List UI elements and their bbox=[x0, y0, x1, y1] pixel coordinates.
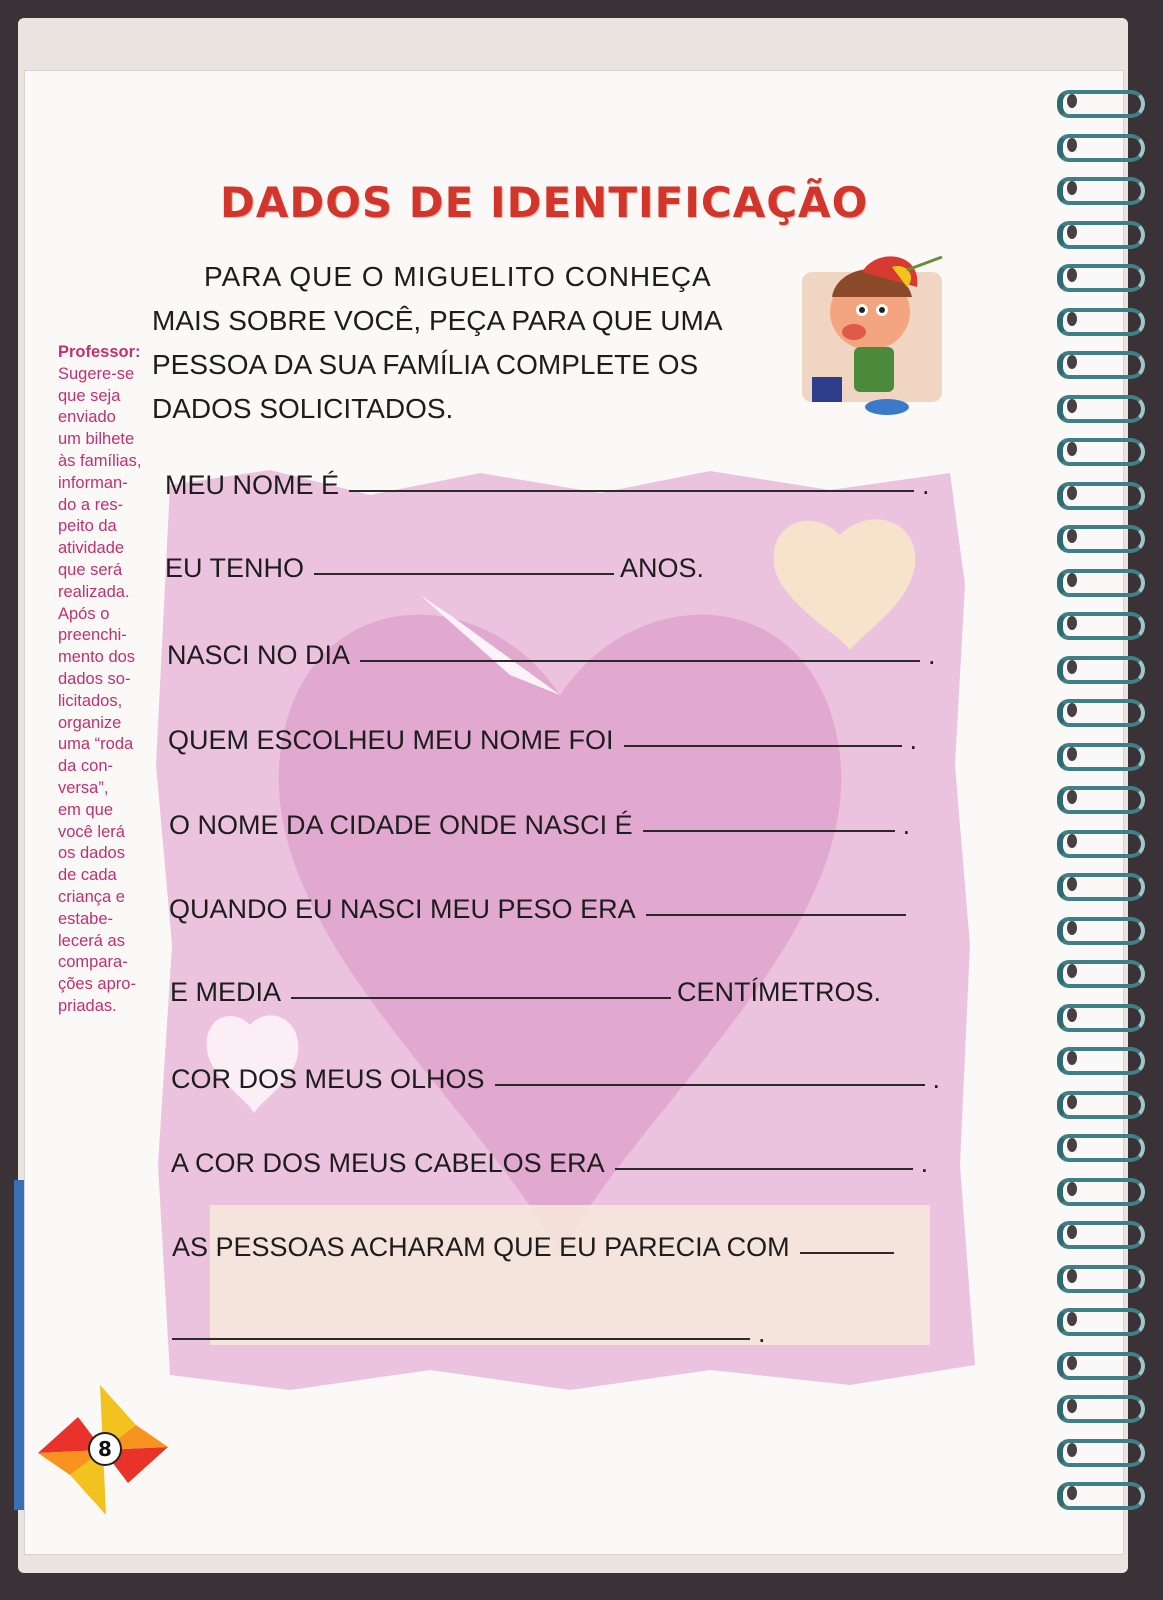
looks-like-blank-line-2[interactable] bbox=[172, 1337, 750, 1340]
spiral-hole bbox=[1067, 1138, 1077, 1152]
teacher-note-line: mento dos bbox=[58, 648, 136, 667]
spiral-hole bbox=[1067, 268, 1077, 282]
length-suffix: CENTÍMETROS. bbox=[677, 977, 882, 1007]
teacher-note-line: realizada. bbox=[58, 582, 130, 601]
teacher-note-line: Após o bbox=[58, 604, 110, 623]
teacher-note-line: peito da bbox=[58, 517, 117, 536]
spiral-hole bbox=[1067, 486, 1077, 500]
teacher-note-line: atividade bbox=[58, 539, 125, 558]
intro-line: PESSOA DA SUA FAMÍLIA COMPLETE OS bbox=[152, 349, 699, 380]
looks-like-blank-line[interactable] bbox=[800, 1251, 894, 1254]
teacher-note-line: do a res- bbox=[58, 495, 124, 514]
weight-blank-line[interactable] bbox=[646, 913, 906, 916]
spiral-hole bbox=[1067, 225, 1077, 239]
spiral-hole bbox=[1067, 181, 1077, 195]
form-row-age bbox=[165, 553, 704, 584]
period: . bbox=[920, 1148, 929, 1178]
age-label: EU TENHO bbox=[165, 553, 305, 583]
spiral-hole bbox=[1067, 529, 1077, 543]
spiral-binding bbox=[1063, 80, 1163, 1560]
teacher-note-line: enviado bbox=[58, 408, 116, 427]
spiral-hole bbox=[1067, 660, 1077, 674]
spiral-hole bbox=[1067, 1051, 1077, 1065]
city-blank-line[interactable] bbox=[643, 829, 895, 832]
teacher-note-line: licitados, bbox=[58, 691, 123, 710]
teacher-note-line: que será bbox=[58, 560, 123, 579]
form-row-name bbox=[165, 470, 930, 501]
length-label: E MEDIA bbox=[170, 977, 282, 1007]
spiral-hole bbox=[1067, 790, 1077, 804]
teacher-note-line: você lerá bbox=[58, 822, 125, 841]
spiral-hole bbox=[1067, 877, 1077, 891]
spiral-hole bbox=[1067, 834, 1077, 848]
spiral-hole bbox=[1067, 1312, 1077, 1326]
teacher-note-line: às famílias, bbox=[58, 451, 142, 470]
period: . bbox=[928, 640, 936, 670]
form-row-length bbox=[170, 977, 881, 1008]
spiral-hole bbox=[1067, 1225, 1077, 1239]
teacher-note bbox=[58, 342, 158, 1018]
teacher-note-line: de cada bbox=[58, 866, 117, 885]
spiral-hole bbox=[1067, 1095, 1077, 1109]
teacher-note-line: informan- bbox=[58, 473, 128, 492]
intro-line: MAIS SOBRE VOCÊ, PEÇA PARA QUE UMA bbox=[152, 305, 723, 336]
birthday-label: NASCI NO DIA bbox=[167, 640, 351, 670]
teacher-note-line: os dados bbox=[58, 844, 125, 863]
intro-line: DADOS SOLICITADOS. bbox=[152, 393, 454, 424]
teacher-note-line: um bilhete bbox=[58, 430, 135, 449]
spiral-hole bbox=[1067, 1269, 1077, 1283]
form-row-looks-like-continued bbox=[170, 1318, 766, 1349]
period: . bbox=[758, 1318, 766, 1348]
name-blank-line[interactable] bbox=[349, 489, 914, 492]
spiral-hole bbox=[1067, 312, 1077, 326]
city-label: O NOME DA CIDADE ONDE NASCI É bbox=[169, 810, 633, 840]
teacher-note-line: lecerá as bbox=[58, 931, 125, 950]
spiral-hole bbox=[1067, 921, 1077, 935]
cover-edge bbox=[14, 1180, 24, 1510]
who-named-label: QUEM ESCOLHEU MEU NOME FOI bbox=[168, 725, 614, 755]
hair-color-blank-line[interactable] bbox=[615, 1167, 913, 1170]
form-row-hair-color bbox=[171, 1148, 928, 1179]
teacher-note-line: da con- bbox=[58, 757, 114, 776]
spiral-hole bbox=[1067, 1443, 1077, 1457]
teacher-note-heading: Professor: bbox=[58, 343, 141, 361]
period: . bbox=[909, 725, 918, 755]
spiral-hole bbox=[1067, 747, 1077, 761]
teacher-note-line: versa”, bbox=[58, 778, 109, 797]
spiral-hole bbox=[1067, 94, 1077, 108]
teacher-note-line: em que bbox=[58, 800, 114, 819]
teacher-note-line: compara- bbox=[58, 953, 128, 972]
name-label: MEU NOME É bbox=[165, 470, 340, 500]
period: . bbox=[922, 470, 930, 500]
teacher-note-line: organize bbox=[58, 713, 122, 732]
teacher-note-line: Sugere-se bbox=[58, 364, 135, 383]
form-row-weight bbox=[169, 894, 912, 925]
spiral-hole bbox=[1067, 442, 1077, 456]
teacher-note-line: ções apro- bbox=[58, 975, 136, 994]
spiral-hole bbox=[1067, 1182, 1077, 1196]
form-row-city bbox=[169, 810, 910, 841]
teacher-note-line: criança e bbox=[58, 887, 125, 906]
looks-like-label: AS PESSOAS ACHARAM QUE EU PARECIA COM bbox=[172, 1232, 790, 1262]
spiral-hole bbox=[1067, 964, 1077, 978]
spiral-hole bbox=[1067, 703, 1077, 717]
intro-text bbox=[152, 255, 752, 431]
spiral-hole bbox=[1067, 1008, 1077, 1022]
teacher-note-line: dados so- bbox=[58, 669, 131, 688]
spiral-hole bbox=[1067, 399, 1077, 413]
form-row-who-named bbox=[168, 725, 917, 756]
form-row-eye-color bbox=[171, 1064, 940, 1095]
length-blank-line[interactable] bbox=[291, 996, 671, 999]
spiral-hole bbox=[1067, 573, 1077, 587]
period: . bbox=[902, 810, 911, 840]
spiral-hole bbox=[1067, 1486, 1077, 1500]
spiral-hole bbox=[1067, 138, 1077, 152]
weight-label: QUANDO EU NASCI MEU PESO ERA bbox=[169, 894, 636, 924]
birthday-blank-line[interactable] bbox=[360, 659, 920, 662]
age-suffix: ANOS. bbox=[620, 553, 705, 583]
eye-color-blank-line[interactable] bbox=[495, 1083, 925, 1086]
intro-line: PARA QUE O MIGUELITO CONHEÇA bbox=[204, 261, 712, 292]
hair-color-label: A COR DOS MEUS CABELOS ERA bbox=[171, 1148, 605, 1178]
teacher-note-line: que seja bbox=[58, 386, 121, 405]
page-number: 8 bbox=[88, 1432, 122, 1466]
form-row-birthday bbox=[167, 640, 936, 671]
form-row-looks-like bbox=[172, 1232, 900, 1263]
spiral-hole bbox=[1067, 1399, 1077, 1413]
miguelito-mascot-illustration bbox=[792, 242, 952, 422]
teacher-note-line: uma “roda bbox=[58, 735, 134, 754]
period: . bbox=[932, 1064, 941, 1094]
teacher-note-line: priadas. bbox=[58, 996, 117, 1015]
spiral-hole bbox=[1067, 616, 1077, 630]
teacher-note-line: preenchi- bbox=[58, 626, 127, 645]
spiral-hole bbox=[1067, 1356, 1077, 1370]
eye-color-label: COR DOS MEUS OLHOS bbox=[171, 1064, 485, 1094]
page-title: DADOS DE IDENTIFICAÇÃO bbox=[220, 178, 869, 227]
teacher-note-line: estabe- bbox=[58, 909, 114, 928]
spiral-hole bbox=[1067, 355, 1077, 369]
who-named-blank-line[interactable] bbox=[624, 744, 902, 747]
age-blank-line[interactable] bbox=[314, 572, 614, 575]
